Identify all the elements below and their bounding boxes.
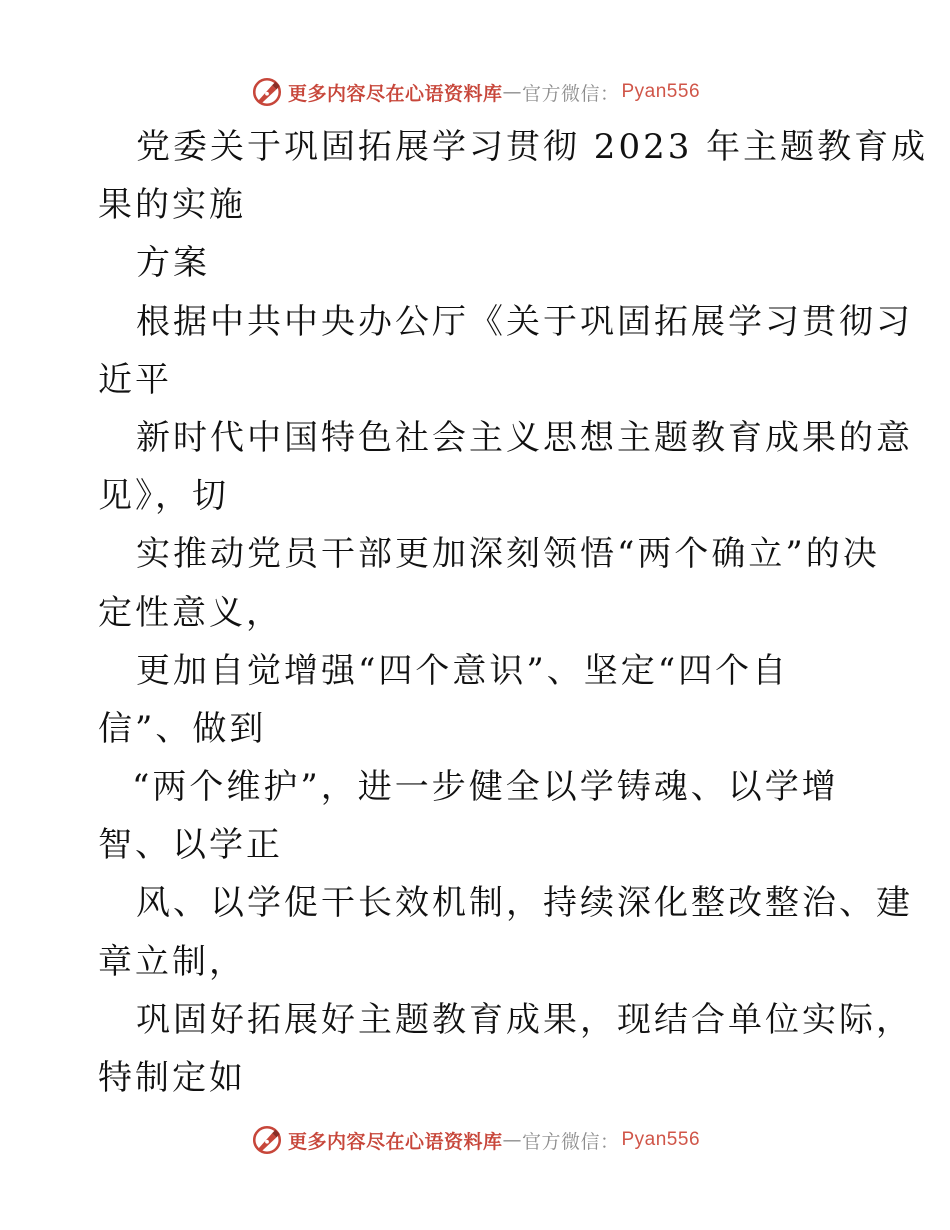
title-line-1: 党委关于巩固拓展学习贯彻 2023 年主题教育成: [136, 127, 929, 167]
pen-logo-icon: [250, 1123, 284, 1157]
title-line-3: 方案: [136, 243, 210, 284]
watermark-wechat-id: Pyan556: [621, 81, 701, 102]
paragraph-line: 实推动党员干部更加深刻领悟“两个确立”的决: [136, 534, 880, 575]
pen-logo-icon: [250, 75, 284, 109]
paragraph-line: 近平: [98, 359, 172, 400]
watermark-separator: —: [502, 81, 522, 103]
paragraph-line: 章立制，: [98, 941, 246, 982]
watermark-wechat-label: 官方微信：: [521, 82, 620, 105]
watermark-wechat-id: Pyan556: [621, 1129, 701, 1150]
document-body: [98, 118, 929, 1107]
paragraph-line: 定性意义，: [98, 592, 283, 633]
paragraph-line: “两个维护”，进一步健全以学铸魂、以学增: [132, 767, 839, 808]
paragraph-line: 特制定如: [98, 1058, 246, 1098]
paragraph-line: 智、以学正: [98, 825, 283, 866]
paragraph-line: 根据中共中央办公厅《关于巩固拓展学习贯彻习: [136, 301, 913, 342]
watermark-wechat-label: 官方微信：: [521, 1130, 620, 1153]
paragraph-line: 风、以学促干长效机制，持续深化整改整治、建: [136, 883, 913, 924]
header-watermark: [0, 72, 950, 112]
watermark-main-text: 更多内容尽在心语资料库: [287, 1130, 503, 1153]
watermark-main-text: 更多内容尽在心语资料库: [287, 82, 503, 105]
paragraph-line: 新时代中国特色社会主义思想主题教育成果的意: [136, 417, 913, 458]
title-line-2: 果的实施: [98, 185, 246, 226]
paragraph-line: 更加自觉增强“四个意识”、坚定“四个自: [136, 650, 790, 691]
footer-watermark: [0, 1120, 950, 1160]
watermark-separator: —: [502, 1129, 522, 1151]
paragraph-line: 信”、做到: [98, 708, 267, 749]
paragraph-line: 见》，切: [98, 476, 229, 517]
paragraph-line: 巩固好拓展好主题教育成果，现结合单位实际，: [136, 999, 913, 1040]
